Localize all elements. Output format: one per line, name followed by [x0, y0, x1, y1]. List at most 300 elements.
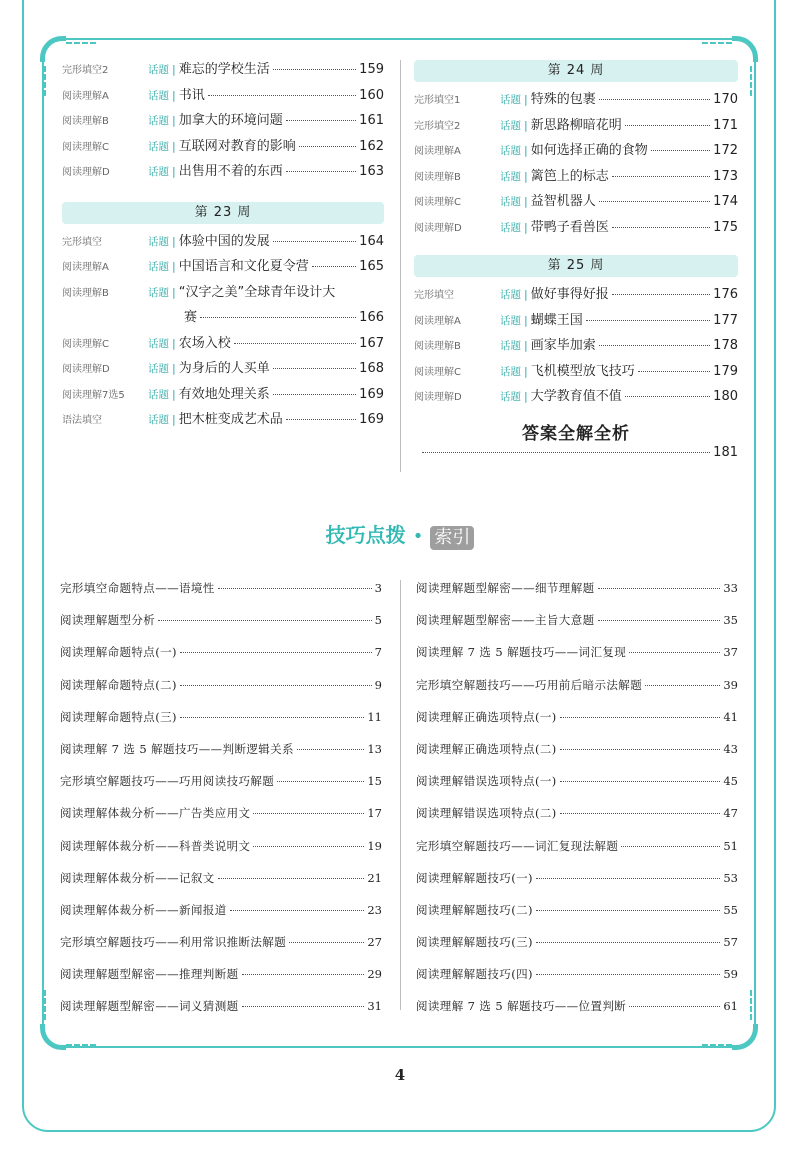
topic-label: 话题	[500, 94, 521, 106]
topic-label: 话题	[500, 221, 521, 234]
topic-separator: |	[172, 387, 176, 401]
index-entry[interactable]	[60, 612, 382, 644]
leader-dots	[286, 419, 356, 420]
frame-dash	[44, 990, 46, 1020]
index-title: 阅读理解题型解密——词义猜测题	[60, 999, 239, 1014]
entry-type: 完形填空2	[62, 65, 109, 76]
topic-separator: |	[524, 288, 528, 301]
index-page: 61	[723, 999, 738, 1014]
topic-label: 话题	[148, 89, 169, 102]
topic-separator: |	[524, 93, 528, 106]
index-page: 37	[723, 645, 738, 660]
index-title: 阅读理解正确选项特点(一)	[416, 709, 557, 724]
frame-dash	[702, 42, 732, 44]
section-title-box: 索引	[430, 526, 474, 550]
index-left-column	[60, 580, 382, 1031]
topic-separator: |	[172, 336, 176, 350]
entry-page: 163	[359, 164, 384, 179]
entry-page: 178	[713, 338, 738, 353]
index-title: 阅读理解体裁分析——科普类说明文	[60, 838, 251, 853]
leader-dots	[242, 974, 365, 975]
index-page: 21	[367, 870, 382, 885]
entry-title: 有效地处理关系	[178, 386, 270, 402]
entry-type: 阅读理解B	[414, 171, 461, 183]
entry-title: 赛	[184, 310, 198, 325]
entry-type: 阅读理解D	[62, 167, 110, 178]
entry-page: 159	[359, 62, 384, 77]
entry-type: 阅读理解A	[62, 90, 109, 102]
entry-page: 166	[359, 310, 384, 325]
entry-type: 语法填空	[62, 415, 102, 426]
topic-separator: |	[524, 220, 528, 234]
index-title: 阅读理解 7 选 5 解题技巧——位置判断	[416, 999, 627, 1014]
index-entry[interactable]	[60, 773, 382, 805]
leader-dots	[273, 241, 356, 242]
leader-dots	[312, 266, 356, 267]
entry-type: 阅读理解B	[62, 287, 109, 299]
index-page: 41	[723, 709, 738, 724]
index-title: 阅读理解 7 选 5 解题技巧——判断逻辑关系	[60, 741, 294, 756]
entry-type: 阅读理解C	[414, 366, 461, 378]
index-entry[interactable]	[416, 580, 738, 612]
toc-entry[interactable]	[414, 88, 738, 114]
entry-title: 农场入校	[178, 335, 231, 351]
index-page: 17	[367, 806, 382, 821]
topic-label: 话题	[148, 388, 169, 401]
leader-dots	[560, 781, 721, 782]
leader-dots	[599, 345, 710, 346]
section-title-main: 技巧点拨	[325, 523, 406, 547]
index-right-column	[416, 580, 738, 1031]
topic-label: 话题	[500, 145, 521, 157]
leader-dots	[273, 394, 356, 395]
index-page: 19	[367, 838, 382, 853]
leader-dots	[629, 652, 720, 653]
entry-type: 阅读理解C	[62, 338, 109, 350]
entry-page: 160	[359, 87, 384, 103]
toc-entry[interactable]	[62, 383, 384, 409]
toc-entry[interactable]	[414, 309, 738, 335]
topic-separator: |	[172, 413, 176, 426]
week-25-header: 第 25 周	[414, 255, 738, 277]
index-title: 完形填空解题技巧——巧用阅读技巧解题	[60, 774, 275, 789]
entry-title: 益智机器人	[530, 194, 596, 209]
entry-title: 蝴蝶王国	[530, 312, 583, 328]
index-title: 阅读理解 7 选 5 解题技巧——词汇复现	[416, 645, 627, 660]
entry-page: 167	[359, 335, 384, 351]
page-number: 4	[394, 1066, 406, 1084]
index-title: 阅读理解体裁分析——广告类应用文	[60, 806, 251, 821]
index-page: 33	[723, 581, 738, 595]
leader-dots	[218, 588, 372, 589]
topic-separator: |	[524, 364, 528, 378]
entry-title: 为身后的人买单	[178, 361, 270, 376]
index-title: 阅读理解解题技巧(一)	[416, 870, 533, 885]
topic-separator: |	[524, 390, 528, 403]
entry-type: 阅读理解C	[414, 197, 461, 208]
topic-label: 话题	[500, 170, 521, 183]
index-entry[interactable]	[60, 741, 382, 773]
topic-label: 话题	[148, 166, 169, 178]
index-title: 阅读理解题型解密——主旨大意题	[416, 613, 595, 628]
entry-title: 加拿大的环境问题	[178, 113, 283, 128]
index-page: 55	[723, 902, 738, 917]
week-23-header: 第 23 周	[62, 202, 384, 224]
entry-page: 173	[713, 168, 738, 184]
index-entry[interactable]	[416, 741, 738, 773]
index-page: 35	[723, 613, 738, 628]
entry-page: 164	[359, 233, 384, 249]
topic-label: 话题	[148, 363, 169, 375]
entry-page: 181	[713, 444, 738, 460]
toc-entry[interactable]	[414, 114, 738, 140]
toc-group	[62, 58, 384, 186]
leader-dots	[621, 846, 720, 847]
toc-entry[interactable]	[62, 135, 384, 161]
entry-page: 179	[713, 363, 738, 379]
toc-entry[interactable]	[414, 139, 738, 165]
entry-title: 出售用不着的东西	[178, 164, 283, 179]
entry-type: 阅读理解B	[62, 116, 109, 127]
entry-type: 阅读理解A	[414, 146, 461, 157]
index-title: 阅读理解题型解密——推理判断题	[60, 967, 239, 982]
index-title: 完形填空解题技巧——巧用前后暗示法解题	[416, 677, 643, 692]
entry-page: 180	[713, 389, 738, 404]
index-page: 11	[367, 709, 382, 724]
index-entry[interactable]	[60, 998, 382, 1030]
leader-dots	[200, 317, 356, 318]
leader-dots	[598, 620, 721, 621]
leader-dots	[625, 125, 710, 126]
leader-dots	[612, 227, 710, 228]
frame-dash	[750, 66, 752, 96]
topic-label: 话题	[148, 140, 169, 153]
leader-dots	[253, 846, 364, 847]
entry-page: 171	[713, 117, 738, 133]
index-entry[interactable]	[60, 805, 382, 837]
leader-dots	[645, 685, 720, 686]
index-entry[interactable]	[416, 805, 738, 837]
leader-dots	[180, 685, 372, 686]
leader-dots	[599, 201, 710, 202]
leader-dots	[299, 146, 356, 147]
leader-dots	[536, 910, 720, 911]
index-page: 47	[723, 806, 738, 821]
index-entry[interactable]	[416, 902, 738, 934]
entry-type: 阅读理解B	[414, 341, 461, 352]
entry-title: 把木桩变成艺术品	[178, 412, 283, 427]
toc-entry[interactable]	[62, 281, 384, 307]
leader-dots	[273, 368, 356, 369]
index-page: 29	[367, 967, 382, 982]
index-title: 阅读理解题型分析	[60, 613, 156, 628]
index-title: 阅读理解命题特点(三)	[60, 709, 177, 724]
topic-label: 话题	[148, 64, 169, 76]
topic-separator: |	[172, 165, 176, 178]
index-entry[interactable]	[60, 580, 382, 612]
leader-dots	[158, 620, 371, 621]
entry-type: 完形填空2	[414, 120, 461, 132]
index-title: 阅读理解题型解密——细节理解题	[416, 581, 595, 595]
index-page: 5	[374, 613, 382, 628]
entry-title: 互联网对教育的影响	[178, 138, 296, 154]
entry-type: 阅读理解D	[414, 222, 462, 234]
topic-separator: |	[524, 118, 528, 132]
index-page: 43	[723, 741, 738, 756]
entry-title: 飞机模型放飞技巧	[530, 363, 635, 379]
index-entry[interactable]	[416, 773, 738, 805]
index-title: 阅读理解解题技巧(三)	[416, 935, 533, 950]
index-entry[interactable]	[60, 677, 382, 709]
entry-title: “汉字之美”全球青年设计大	[178, 284, 336, 300]
index-page: 27	[367, 935, 382, 950]
topic-separator: |	[172, 63, 176, 76]
leader-dots	[230, 910, 365, 911]
leader-dots	[180, 652, 372, 653]
entry-title: 特殊的包裹	[530, 92, 596, 107]
index-entry[interactable]	[416, 644, 738, 676]
entry-type: 完形填空	[414, 290, 454, 301]
leader-dots	[629, 1006, 720, 1007]
index-page: 39	[723, 677, 738, 692]
index-title: 完形填空解题技巧——利用常识推断法解题	[60, 935, 287, 950]
leader-dots	[560, 717, 721, 718]
section-title	[0, 519, 800, 550]
toc-right-column	[414, 58, 738, 470]
frame-dash	[66, 1044, 96, 1046]
frame-dash	[66, 42, 96, 44]
index-page: 23	[367, 902, 382, 917]
topic-separator: |	[172, 362, 176, 375]
answers-title: 答案全解全析	[522, 423, 630, 444]
index-entry[interactable]	[416, 677, 738, 709]
frame-dash	[702, 1044, 732, 1046]
leader-dots	[277, 781, 364, 782]
index-title: 完形填空命题特点——语境性	[60, 581, 215, 595]
index-page: 53	[723, 870, 738, 885]
leader-dots	[253, 813, 364, 814]
topic-separator: |	[172, 260, 176, 273]
entry-page: 165	[359, 259, 384, 274]
index-title: 阅读理解正确选项特点(二)	[416, 741, 557, 756]
topic-separator: |	[524, 195, 528, 208]
leader-dots	[536, 942, 720, 943]
toc-entry[interactable]	[414, 334, 738, 360]
entry-page: 168	[359, 361, 384, 376]
leader-dots	[612, 176, 710, 177]
index-entry[interactable]	[416, 838, 738, 870]
toc-entry[interactable]	[62, 332, 384, 358]
leader-dots	[286, 120, 356, 121]
week-24-header: 第 24 周	[414, 60, 738, 82]
entry-type: 完形填空	[62, 236, 102, 248]
entry-type: 阅读理解C	[62, 141, 109, 153]
toc-group	[414, 88, 738, 241]
entry-title: 书讯	[178, 87, 205, 103]
index-entry[interactable]	[60, 966, 382, 998]
entry-type: 阅读理解A	[62, 262, 109, 273]
entry-page: 172	[713, 143, 738, 158]
entry-page: 169	[359, 412, 384, 427]
index-page: 31	[367, 999, 382, 1014]
topic-separator: |	[524, 339, 528, 352]
index-entry[interactable]	[416, 709, 738, 741]
index-entry[interactable]	[60, 902, 382, 934]
leader-dots	[242, 1006, 365, 1007]
index-entry[interactable]	[60, 934, 382, 966]
leader-dots	[625, 396, 710, 397]
toc-entry[interactable]	[62, 255, 384, 281]
index-page: 57	[723, 935, 738, 950]
leader-dots	[638, 371, 710, 372]
toc-entry[interactable]	[62, 230, 384, 256]
entry-title: 做好事得好报	[530, 287, 609, 302]
index-page: 7	[374, 645, 382, 660]
toc-group	[62, 230, 384, 281]
index-title: 阅读理解错误选项特点(一)	[416, 774, 557, 789]
topic-separator: |	[524, 313, 528, 327]
entry-page: 161	[359, 113, 384, 128]
leader-dots	[286, 171, 356, 172]
toc-left-column	[62, 58, 384, 434]
toc-entry[interactable]	[62, 408, 384, 434]
leader-dots	[234, 343, 356, 344]
index-title: 阅读理解命题特点(二)	[60, 677, 177, 692]
toc-entry[interactable]	[62, 357, 384, 383]
topic-label: 话题	[148, 261, 169, 273]
toc-entry[interactable]	[414, 190, 738, 216]
entry-type: 阅读理解A	[414, 315, 461, 327]
index-title: 阅读理解体裁分析——记叙文	[60, 870, 215, 885]
leader-dots	[599, 99, 710, 100]
entry-type: 阅读理解D	[62, 364, 110, 375]
topic-label: 话题	[500, 365, 521, 378]
topic-separator: |	[172, 139, 176, 153]
toc-entry[interactable]	[62, 84, 384, 110]
leader-dots	[560, 749, 721, 750]
index-title: 阅读理解错误选项特点(二)	[416, 806, 557, 821]
entry-title: 如何选择正确的食物	[530, 143, 648, 158]
toc-group	[62, 332, 384, 434]
topic-separator: |	[524, 144, 528, 157]
topic-separator: |	[172, 114, 176, 127]
leader-dots	[536, 878, 720, 879]
leader-dots	[208, 95, 356, 96]
leader-dots	[218, 878, 365, 879]
section-title-dot: •	[412, 526, 424, 547]
topic-label: 话题	[148, 115, 169, 127]
leader-dots	[651, 150, 710, 151]
entry-title: 体验中国的发展	[178, 233, 270, 249]
leader-dots	[586, 320, 710, 321]
toc-entry[interactable]	[414, 216, 738, 242]
toc-entry-continued[interactable]	[62, 306, 384, 332]
topic-label: 话题	[500, 119, 521, 132]
index-entry[interactable]	[60, 838, 382, 870]
entry-type: 阅读理解D	[414, 392, 462, 403]
topic-separator: |	[172, 285, 176, 299]
index-title: 阅读理解解题技巧(四)	[416, 967, 533, 982]
index-entry[interactable]	[60, 709, 382, 741]
index-title: 阅读理解解题技巧(二)	[416, 902, 533, 917]
toc-entry[interactable]	[414, 283, 738, 309]
toc-entry[interactable]	[62, 109, 384, 135]
entry-page: 177	[713, 312, 738, 328]
topic-label: 话题	[148, 286, 169, 299]
entry-page: 174	[713, 194, 738, 209]
frame-dash	[44, 66, 46, 96]
entry-page: 170	[713, 92, 738, 107]
index-page: 13	[367, 741, 382, 756]
index-page: 59	[723, 967, 738, 982]
entry-page: 176	[713, 287, 738, 302]
entry-title: 中国语言和文化夏令营	[178, 259, 309, 274]
topic-label: 话题	[500, 314, 521, 327]
entry-title: 新思路柳暗花明	[530, 117, 622, 133]
entry-page: 162	[359, 138, 384, 154]
topic-label: 话题	[500, 340, 521, 352]
leader-dots	[180, 717, 364, 718]
index-entry[interactable]	[416, 934, 738, 966]
entry-title: 难忘的学校生活	[178, 62, 270, 77]
index-entry[interactable]	[416, 612, 738, 644]
index-title: 阅读理解体裁分析——新闻报道	[60, 902, 227, 917]
topic-label: 话题	[500, 289, 521, 301]
answers-entry[interactable]	[414, 445, 738, 471]
entry-type: 阅读理解7选5	[62, 389, 125, 401]
topic-label: 话题	[500, 196, 521, 208]
index-entry[interactable]	[60, 644, 382, 676]
topic-separator: |	[172, 234, 176, 248]
entry-type: 完形填空1	[414, 95, 461, 106]
topic-label: 话题	[148, 337, 169, 350]
leader-dots	[289, 942, 364, 943]
index-entry[interactable]	[60, 870, 382, 902]
index-entry[interactable]	[416, 998, 738, 1030]
leader-dots	[598, 588, 721, 589]
leader-dots	[612, 294, 710, 295]
index-page: 51	[723, 838, 738, 853]
topic-label: 话题	[148, 235, 169, 248]
toc-entry[interactable]	[414, 385, 738, 411]
leader-dots	[536, 974, 720, 975]
entry-title: 带鸭子看兽医	[530, 219, 609, 235]
leader-dots	[560, 813, 721, 814]
index-page: 3	[374, 581, 382, 595]
entry-title: 篱笆上的标志	[530, 168, 609, 184]
index-entry[interactable]	[416, 870, 738, 902]
leader-dots	[297, 749, 364, 750]
column-divider-top	[400, 60, 401, 472]
toc-entry[interactable]	[414, 360, 738, 386]
column-divider-index	[400, 580, 401, 1010]
topic-label: 话题	[500, 391, 521, 403]
topic-label: 话题	[148, 414, 169, 426]
leader-dots	[273, 69, 356, 70]
leader-dots	[422, 452, 710, 453]
toc-entry[interactable]	[62, 58, 384, 84]
toc-entry[interactable]	[414, 165, 738, 191]
toc-group	[414, 283, 738, 411]
toc-entry[interactable]	[62, 160, 384, 186]
index-entry[interactable]	[416, 966, 738, 998]
index-page: 9	[374, 677, 382, 692]
index-title: 阅读理解命题特点(一)	[60, 645, 177, 660]
index-page: 45	[723, 774, 738, 789]
index-page: 15	[367, 774, 382, 789]
frame-dash	[750, 990, 752, 1020]
entry-page: 175	[713, 219, 738, 235]
